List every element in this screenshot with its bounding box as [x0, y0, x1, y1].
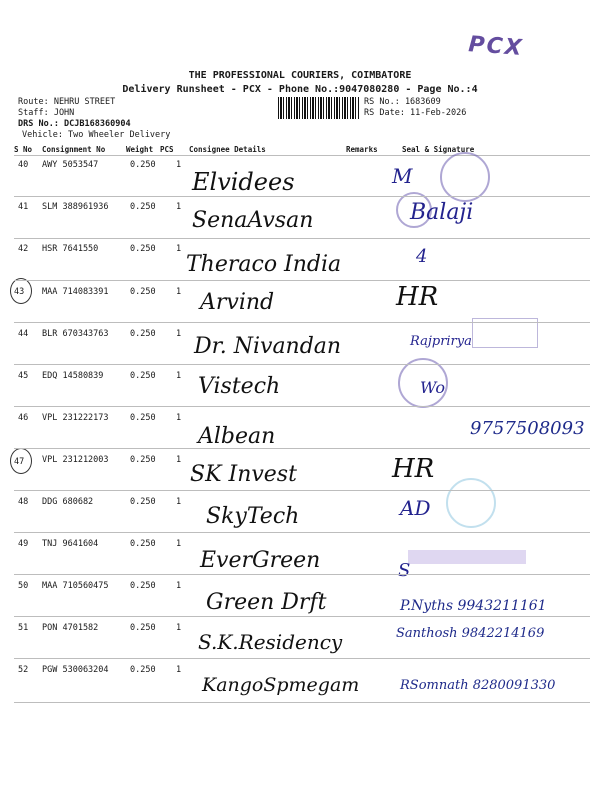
row-divider: [14, 280, 590, 281]
col-sno: S No: [14, 145, 33, 154]
row-pcs: 1: [176, 455, 182, 465]
row-consignment: DDG 680682: [42, 497, 94, 507]
row-sno: 46: [18, 413, 29, 423]
drs-number: DRS No.: DCJB168360904: [18, 119, 131, 129]
row-pcs: 1: [176, 160, 182, 170]
row-consignee-handwriting: Green Drft: [206, 590, 327, 615]
row-pcs: 1: [176, 287, 182, 297]
col-weight: Weight: [126, 145, 154, 154]
row-consignment: MAA 710560475: [42, 581, 109, 591]
col-pcs: PCS: [160, 145, 174, 154]
header-divider: [14, 155, 590, 156]
row-sno: 45: [18, 371, 29, 381]
pcx-logo-stamp: [467, 32, 579, 74]
route-label: Route: NEHRU STREET: [18, 97, 116, 107]
row-signature: AD: [400, 496, 431, 520]
row-sno: 47: [14, 457, 25, 467]
row-pcs: 1: [176, 329, 182, 339]
row-consignee-handwriting: Vistech: [198, 374, 281, 399]
row-consignment: VPL 231212003: [42, 455, 109, 465]
row-signature: Santhosh 9842214169: [396, 626, 545, 641]
row-divider: [14, 702, 590, 703]
row-signature: Wo: [420, 378, 445, 397]
row-sno: 50: [18, 581, 29, 591]
row-signature: Balaji: [410, 200, 474, 225]
row-consignment: MAA 714083391: [42, 287, 109, 297]
row-consignee-handwriting: EverGreen: [200, 548, 321, 573]
row-signature: HR: [392, 454, 435, 484]
row-weight: 0.250: [130, 160, 156, 170]
row-weight: 0.250: [130, 455, 156, 465]
row-weight: 0.250: [130, 244, 156, 254]
row-sno: 52: [18, 665, 29, 675]
row-consignment: PGW 530063204: [42, 665, 109, 675]
row-divider: [14, 574, 590, 575]
seal-stamp: [440, 152, 490, 202]
row-divider: [14, 196, 590, 197]
vehicle-label: Vehicle: Two Wheeler Delivery: [22, 130, 171, 140]
row-weight: 0.250: [130, 539, 156, 549]
col-seal-signature: Seal & Signature: [402, 145, 475, 154]
barcode: [278, 97, 360, 119]
row-pcs: 1: [176, 497, 182, 507]
rs-number: RS No.: 1683609: [364, 97, 441, 107]
row-weight: 0.250: [130, 202, 156, 212]
row-sno: 51: [18, 623, 29, 633]
rs-date: RS Date: 11-Feb-2026: [364, 108, 467, 118]
row-weight: 0.250: [130, 581, 156, 591]
row-weight: 0.250: [130, 287, 156, 297]
row-consignment: HSR 7641550: [42, 244, 99, 254]
row-weight: 0.250: [130, 497, 156, 507]
row-signature: RSomnath 8280091330: [400, 678, 556, 693]
row-divider: [14, 532, 590, 533]
row-divider: [14, 364, 590, 365]
row-consignee-handwriting: Dr. Nivandan: [194, 334, 342, 359]
row-consignee-handwriting: Arvind: [200, 290, 275, 315]
row-consignee-handwriting: Elvidees: [192, 168, 295, 196]
row-sno: 43: [14, 287, 25, 297]
row-weight: 0.250: [130, 329, 156, 339]
row-consignment: VPL 231222173: [42, 413, 109, 423]
row-consignee-handwriting: S.K.Residency: [198, 630, 343, 654]
row-weight: 0.250: [130, 665, 156, 675]
row-signature: P.Nyths 9943211161: [400, 598, 547, 614]
row-sno: 42: [18, 244, 29, 254]
row-consignee-handwriting: SenaAvsan: [192, 208, 314, 233]
row-signature: HR: [396, 282, 439, 312]
row-divider: [14, 490, 590, 491]
row-sno: 49: [18, 539, 29, 549]
row-consignment: PON 4701582: [42, 623, 99, 633]
row-pcs: 1: [176, 244, 182, 254]
row-pcs: 1: [176, 623, 182, 633]
row-weight: 0.250: [130, 623, 156, 633]
row-consignment: EDQ 14580839: [42, 371, 104, 381]
row-divider: [14, 448, 590, 449]
row-weight: 0.250: [130, 371, 156, 381]
row-signature: 9757508093: [470, 418, 585, 439]
row-divider: [14, 658, 590, 659]
col-consignment: Consignment No: [42, 145, 106, 154]
row-consignment: AWY 5053547: [42, 160, 99, 170]
col-consignee: Consignee Details: [189, 145, 266, 154]
row-consignee-handwriting: Theraco India: [186, 252, 342, 277]
row-divider: [14, 406, 590, 407]
row-signature: S: [398, 560, 411, 581]
company-title: THE PROFESSIONAL COURIERS, COIMBATORE: [188, 70, 412, 81]
staff-label: Staff: JOHN: [18, 108, 75, 118]
row-sno: 48: [18, 497, 29, 507]
runsheet-title: Delivery Runsheet - PCX - Phone No.:9047080280 - Page No.:4: [122, 84, 478, 95]
row-sno: 40: [18, 160, 29, 170]
row-consignee-handwriting: SK Invest: [190, 462, 297, 487]
row-signature: M: [392, 164, 413, 188]
row-sno: 44: [18, 329, 29, 339]
row-pcs: 1: [176, 539, 182, 549]
row-signature: 4: [416, 246, 428, 267]
seal-stamp: [446, 478, 496, 528]
row-pcs: 1: [176, 665, 182, 675]
evergreen-stamp: [408, 550, 526, 564]
pcx-logo-text: PCX: [467, 32, 525, 61]
row-sno: 41: [18, 202, 29, 212]
row-consignee-handwriting: KangoSpmegam: [202, 674, 360, 696]
col-remarks: Remarks: [346, 145, 378, 154]
row-pcs: 1: [176, 371, 182, 381]
row-divider: [14, 616, 590, 617]
row-consignee-handwriting: SkyTech: [206, 504, 300, 529]
row-pcs: 1: [176, 581, 182, 591]
row-consignment: BLR 670343763: [42, 329, 109, 339]
row-consignment: SLM 388961936: [42, 202, 109, 212]
row-consignment: TNJ 9641604: [42, 539, 99, 549]
row-signature: Rajprirya: [410, 334, 472, 349]
row-pcs: 1: [176, 202, 182, 212]
row-divider: [14, 238, 590, 239]
row-pcs: 1: [176, 413, 182, 423]
row-consignee-handwriting: Albean: [198, 424, 276, 449]
row-weight: 0.250: [130, 413, 156, 423]
row-divider: [14, 322, 590, 323]
